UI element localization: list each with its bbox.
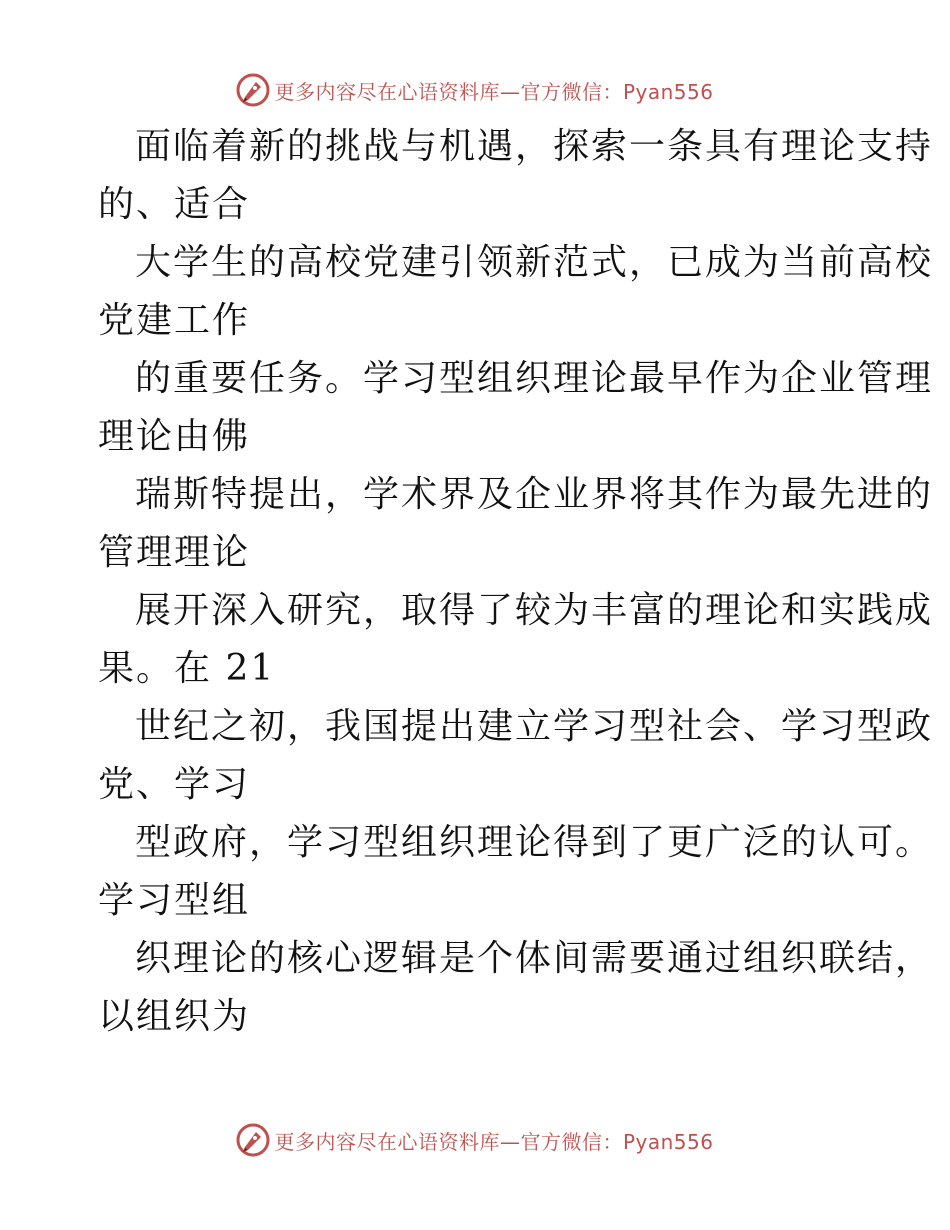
- paragraph-line: [0, 118, 950, 234]
- footer-banner-text: 更多内容尽在心语资料库—官方微信：Pyan556: [274, 1129, 714, 1154]
- header-banner-text: 更多内容尽在心语资料库—官方微信：Pyan556: [274, 79, 714, 104]
- paragraph-line: [0, 814, 950, 930]
- line-main: 世纪之初，我国提出建立学习型社会、学习型政: [135, 706, 934, 747]
- line-wrap: 果。在 21: [98, 648, 276, 689]
- paragraph-line: [0, 466, 950, 582]
- line-main: 展开深入研究，取得了较为丰富的理论和实践成: [135, 590, 934, 631]
- header-banner: [0, 70, 950, 110]
- pen-nib-logo-icon: [236, 1123, 270, 1157]
- paragraph-line: [0, 234, 950, 350]
- line-wrap: 党、学习: [98, 764, 251, 805]
- line-wrap: 党建工作: [98, 300, 251, 341]
- paragraph-line: [0, 930, 950, 1046]
- line-main: 大学生的高校党建引领新范式，已成为当前高校: [135, 242, 934, 283]
- line-wrap: 学习型组: [98, 880, 251, 921]
- pen-nib-logo-icon: [236, 73, 270, 107]
- line-wrap: 理论由佛: [98, 416, 251, 457]
- paragraph-line: [0, 582, 950, 698]
- line-wrap: 的、适合: [98, 184, 251, 225]
- line-main: 面临着新的挑战与机遇，探索一条具有理论支持: [135, 126, 934, 167]
- paragraph-line: [0, 350, 950, 466]
- paragraph-line: [0, 698, 950, 814]
- line-main: 织理论的核心逻辑是个体间需要通过组织联结，: [135, 938, 934, 979]
- line-wrap: 管理理论: [98, 532, 251, 573]
- line-main: 瑞斯特提出，学术界及企业界将其作为最先进的: [135, 474, 934, 515]
- line-main: 的重要任务。学习型组织理论最早作为企业管理: [135, 358, 934, 399]
- footer-banner: [0, 1120, 950, 1160]
- line-main: 型政府，学习型组织理论得到了更广泛的认可。: [135, 822, 934, 863]
- document-body: [0, 118, 950, 1046]
- line-wrap: 以组织为: [98, 996, 251, 1037]
